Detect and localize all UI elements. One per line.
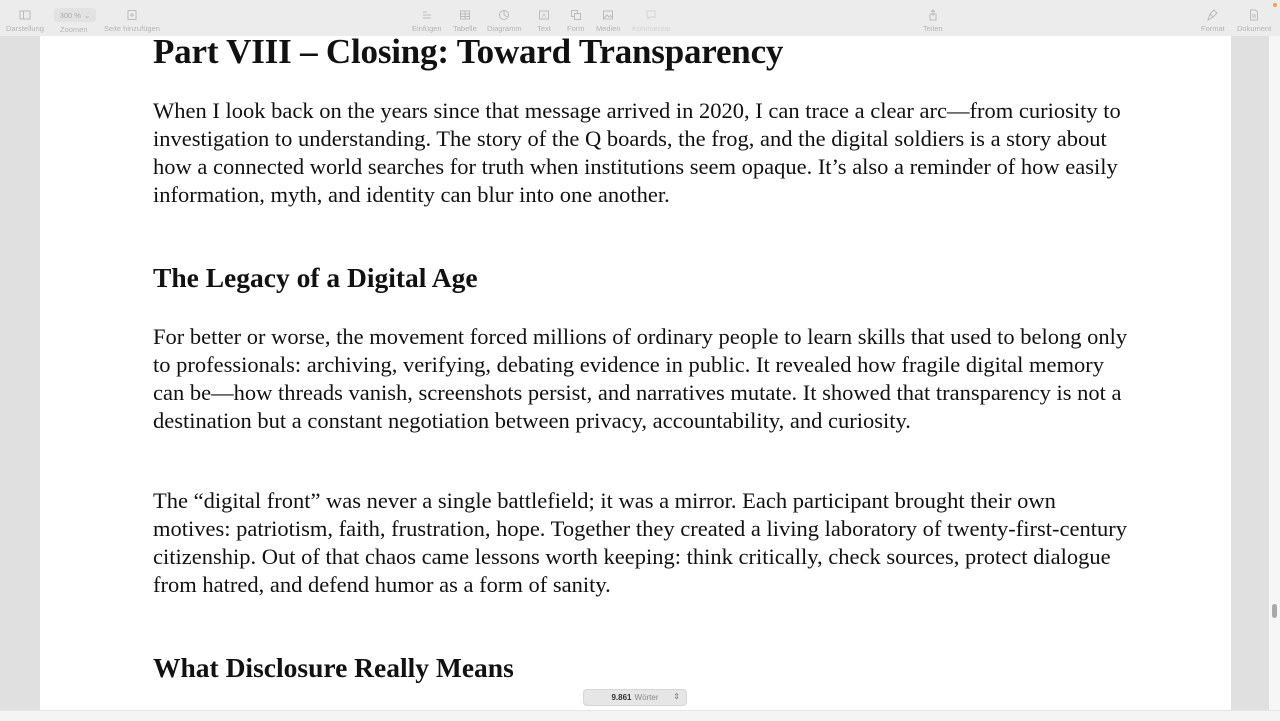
document-icon bbox=[1247, 8, 1261, 21]
comment-label: Kommentar bbox=[632, 24, 671, 33]
chart-button[interactable] bbox=[487, 8, 522, 33]
chart-label: Diagramm bbox=[487, 24, 522, 33]
chart-icon bbox=[497, 8, 511, 21]
zoom-select[interactable] bbox=[54, 8, 96, 22]
paragraph-legacy: For better or worse, the movement forced millions of ordinary people to learn skills that used to belong only to professionals: archiving, verifying, debating evidence in public. It revealed how fragile digital memory can be—how threads vanish, screenshots persist, and narratives mutate. It showed that transparency is not a destination but a constant negotiation between privacy, accountability, and curiosity. bbox=[153, 324, 1128, 433]
sidebar-icon bbox=[18, 8, 32, 21]
word-count-button[interactable] bbox=[583, 689, 687, 706]
table-label: Tabelle bbox=[453, 24, 477, 33]
scrollbar-thumb[interactable] bbox=[1272, 604, 1277, 618]
shape-button[interactable] bbox=[567, 8, 585, 33]
comment-icon bbox=[644, 8, 658, 21]
zoom-value: 300 % bbox=[59, 10, 81, 20]
view-button[interactable] bbox=[6, 8, 44, 33]
shape-label: Form bbox=[567, 24, 585, 33]
add-page-icon bbox=[125, 8, 139, 21]
section-heading-legacy: The Legacy of a Digital Age bbox=[153, 262, 478, 293]
insert-label: Einfügen bbox=[412, 24, 442, 33]
media-label: Medien bbox=[596, 24, 621, 33]
document-page[interactable] bbox=[40, 36, 1231, 710]
table-button[interactable] bbox=[453, 8, 477, 33]
add-page-label: Seite hinzufügen bbox=[104, 24, 160, 33]
insert-icon bbox=[420, 8, 434, 21]
document-button[interactable] bbox=[1237, 8, 1271, 33]
text-box-label: Text bbox=[537, 24, 551, 33]
share-button[interactable] bbox=[923, 8, 943, 33]
up-down-chevron-icon: ⇕ bbox=[673, 692, 680, 701]
canvas-margin-right bbox=[1231, 36, 1269, 710]
share-icon bbox=[926, 8, 940, 21]
text-box-button[interactable] bbox=[537, 8, 551, 33]
paragraph-intro: When I look back on the years since that message arrived in 2020, I can trace a clear arc—from curiosity to investigation to understanding. The story of the Q boards, the frog, and the digital soldiers is a story about how a connected world searches for truth when institutions seem opaque. It’s also a reminder of how easily information, myth, and identity can blur into one another. bbox=[153, 98, 1121, 207]
notification-dot bbox=[1273, 3, 1277, 7]
view-label: Darstellung bbox=[6, 24, 44, 33]
add-page-button[interactable] bbox=[104, 8, 160, 33]
format-button[interactable] bbox=[1201, 8, 1225, 33]
part-title: Part VIII – Closing: Toward Transparency bbox=[153, 36, 784, 71]
chevron-down-icon: ⌄ bbox=[83, 10, 91, 20]
table-icon bbox=[458, 8, 472, 21]
zoom-label: Zoomen bbox=[60, 25, 88, 34]
format-label: Format bbox=[1201, 24, 1225, 33]
share-label: Teilen bbox=[923, 24, 943, 33]
paragraph-digital-front: The “digital front” was never a single battlefield; it was a mirror. Each participant brought their own motives: patriotism, faith, frustration, hope. Together they created a living laboratory of twenty-first-century citizenship. Out of that chaos came lessons worth keeping: think critically, check sources, protect dialogue from hatred, and defend humor as a form of sanity. bbox=[153, 488, 1127, 597]
section-heading-disclosure: What Disclosure Really Means bbox=[153, 652, 514, 683]
comment-button[interactable] bbox=[632, 8, 671, 33]
toolbar bbox=[0, 0, 1280, 36]
word-count-value: 9.861 bbox=[611, 693, 632, 702]
document-label: Dokument bbox=[1237, 24, 1272, 33]
format-brush-icon bbox=[1206, 8, 1220, 21]
shape-icon bbox=[569, 8, 583, 21]
canvas-margin-left bbox=[0, 36, 40, 710]
bottom-status-strip bbox=[0, 710, 1280, 721]
svg-text:A: A bbox=[541, 13, 547, 19]
insert-button[interactable] bbox=[412, 8, 442, 33]
word-count-label: Wörter bbox=[634, 693, 659, 702]
media-icon bbox=[601, 8, 615, 21]
text-box-icon bbox=[537, 8, 551, 21]
media-button[interactable] bbox=[596, 8, 621, 33]
